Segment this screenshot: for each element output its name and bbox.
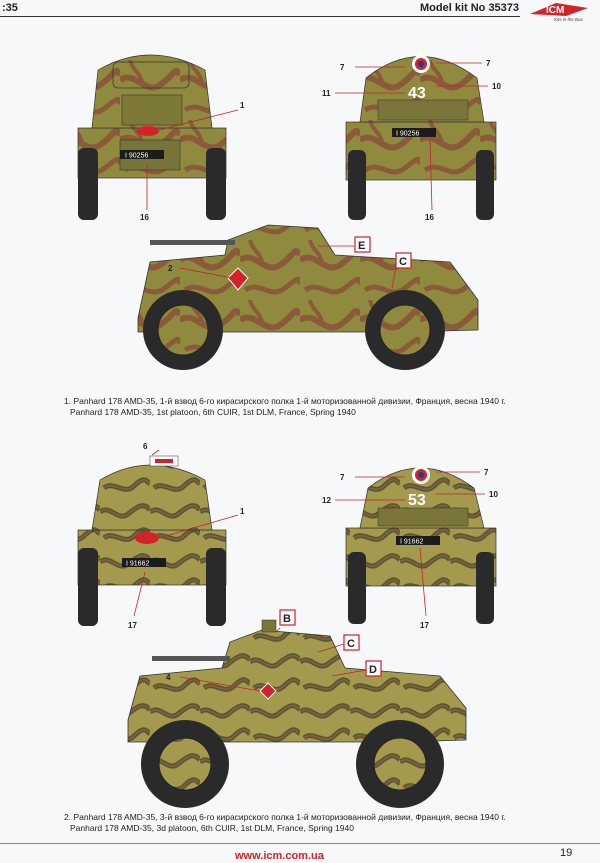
logo-tagline: Kits in the Box	[554, 17, 583, 22]
v2-front-view	[78, 456, 226, 626]
footer-rule	[0, 843, 600, 844]
caption-v1-ru: 1. Panhard 178 AMD-35, 1-й взвод 6-го кирасирского полка 1-й моторизованной дивизии, Франция, весна 1940 г.	[64, 396, 506, 406]
v2-callout-12: 12	[322, 496, 331, 505]
model-kit-label: Model kit No 35373	[420, 2, 520, 14]
v1-callout-16-front: 16	[140, 213, 149, 222]
v1-side-view	[138, 225, 478, 370]
v1-callout-16-rear: 16	[425, 213, 434, 222]
v2-callout-7b: 7	[484, 468, 489, 477]
v1-callout-10: 10	[492, 82, 501, 91]
v2-callout-6: 6	[143, 442, 148, 451]
v2-rear-plate: I 91662	[400, 538, 424, 546]
v1-front-plate: I 90256	[125, 152, 149, 160]
v1-turret-number: 43	[408, 85, 426, 102]
footer-url: www.icm.com.ua	[235, 850, 324, 862]
v1-front-view	[78, 55, 226, 220]
caption-v2-en: Panhard 178 AMD-35, 3d platoon, 6th CUIR, 1st DLM, France, Spring 1940	[70, 823, 354, 833]
v1-callout-1: 1	[240, 101, 245, 110]
v1-rear-view	[346, 57, 496, 221]
v1-callout-11: 11	[322, 89, 331, 98]
v2-callout-C: C	[347, 638, 355, 650]
logo-text: ICM	[546, 5, 565, 16]
v2-callout-10: 10	[489, 490, 498, 499]
v2-side-view	[128, 620, 466, 808]
page-number: 19	[560, 847, 573, 859]
v2-callout-B: B	[283, 613, 291, 625]
caption-v2-ru: 2. Panhard 178 AMD-35, 3-й взвод 6-го кирасирского полка 1-й моторизованной дивизии, Франция, весна 1940 г.	[64, 812, 506, 822]
v2-callout-17-rear: 17	[420, 621, 429, 630]
caption-variant-2	[64, 812, 584, 834]
v1-callout-2: 2	[168, 264, 173, 273]
v2-callout-17-front: 17	[128, 621, 137, 630]
v2-callout-D: D	[369, 664, 377, 676]
v2-callout-1: 1	[240, 507, 245, 516]
v1-callout-C: C	[399, 256, 407, 268]
v1-callout-7a: 7	[340, 63, 345, 72]
v2-callout-4: 4	[166, 673, 171, 682]
v1-callout-7b: 7	[486, 59, 491, 68]
caption-v1-en: Panhard 178 AMD-35, 1st platoon, 6th CUIR, 1st DLM, France, Spring 1940	[70, 407, 356, 417]
v1-callout-E: E	[358, 240, 366, 252]
scale-label: :35	[2, 2, 18, 14]
v2-callout-7a: 7	[340, 473, 345, 482]
v2-turret-number: 53	[408, 492, 426, 509]
v1-rear-plate: I 90256	[396, 130, 420, 138]
v2-front-plate: I 91662	[126, 560, 150, 568]
caption-variant-1	[64, 396, 584, 418]
